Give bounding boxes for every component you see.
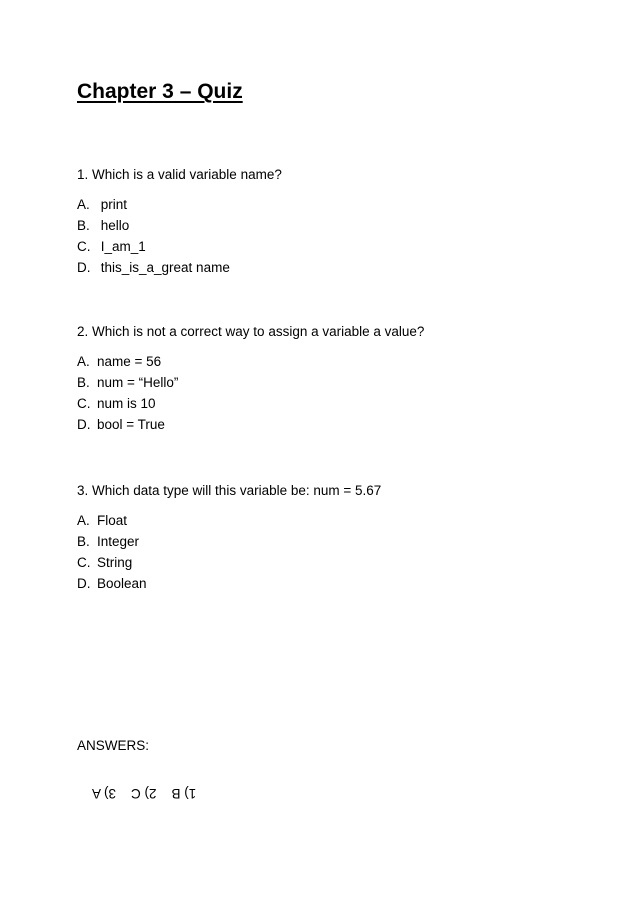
question-2 — [77, 323, 617, 435]
option-text: I_am_1 — [97, 239, 146, 254]
options-list — [77, 194, 617, 278]
question-text: 2. Which is not a correct way to assign a variable a value? — [77, 324, 425, 339]
question-text: 1. Which is a valid variable name? — [77, 167, 282, 182]
option-text: String — [97, 555, 133, 570]
option-a — [77, 351, 617, 372]
option-text: Integer — [97, 534, 140, 549]
option-text: this_is_a_great name — [97, 260, 230, 275]
option-text: print — [97, 197, 128, 212]
option-a — [77, 194, 617, 215]
option-c — [77, 393, 617, 414]
question-1 — [77, 166, 617, 278]
option-letter: A. — [77, 513, 90, 528]
option-letter: B. — [77, 375, 90, 390]
option-text: bool = True — [97, 417, 165, 432]
option-b — [77, 531, 617, 552]
option-letter: D. — [77, 260, 91, 275]
option-letter: C. — [77, 239, 91, 254]
option-text: hello — [97, 218, 130, 233]
option-text: num = “Hello” — [97, 375, 179, 390]
option-letter: D. — [77, 576, 91, 591]
question-text: 3. Which data type will this variable be: num = 5.67 — [77, 483, 382, 498]
option-d — [77, 257, 617, 278]
options-list — [77, 510, 617, 594]
options-list — [77, 351, 617, 435]
answers-heading: ANSWERS: — [77, 738, 150, 753]
option-c — [77, 552, 617, 573]
option-text: name = 56 — [97, 354, 162, 369]
option-b — [77, 215, 617, 236]
option-d — [77, 573, 617, 594]
option-b — [77, 372, 617, 393]
option-letter: C. — [77, 555, 91, 570]
option-d — [77, 414, 617, 435]
answers-upside-down: 1) B 2) C 3) A — [92, 786, 197, 801]
option-letter: B. — [77, 534, 90, 549]
option-c — [77, 236, 617, 257]
option-text: Boolean — [97, 576, 147, 591]
option-letter: D. — [77, 417, 91, 432]
option-letter: B. — [77, 218, 90, 233]
option-letter: C. — [77, 396, 91, 411]
option-letter: A. — [77, 197, 90, 212]
option-text: num is 10 — [97, 396, 156, 411]
page-title: Chapter 3 – Quiz — [77, 80, 243, 103]
question-3 — [77, 482, 617, 594]
option-letter: A. — [77, 354, 90, 369]
option-a — [77, 510, 617, 531]
option-text: Float — [97, 513, 128, 528]
